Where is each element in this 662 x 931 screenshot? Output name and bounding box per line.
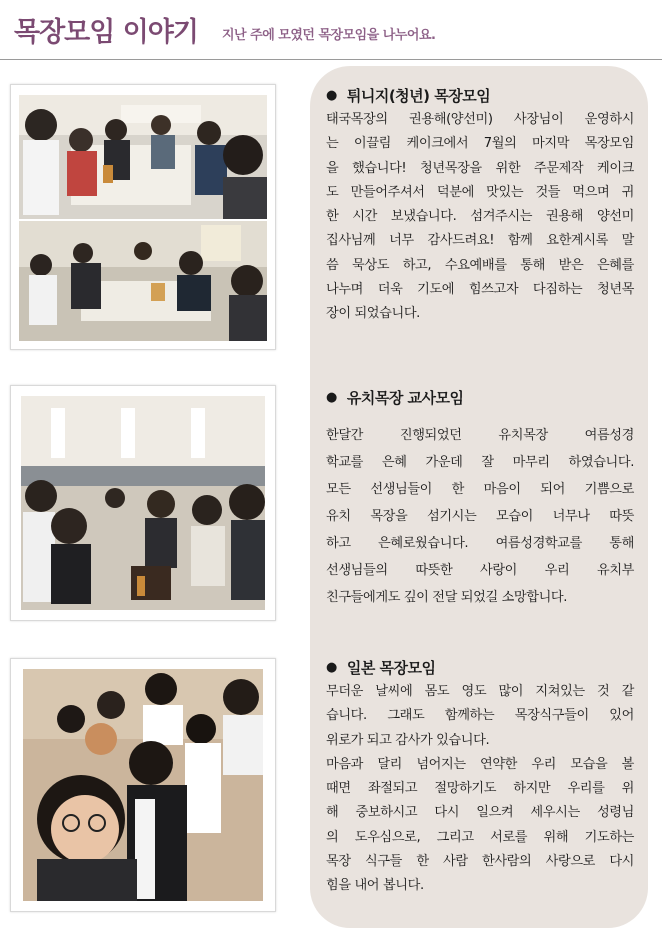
section-title: 일본 목장모임 (346, 658, 436, 677)
body-line: 도 만들어주셔서 덕분에 맛있는 것들 먹으며 귀 (326, 184, 634, 200)
body-line: 집사님께 너무 감사드려요! 함께 요한계시록 말 (326, 233, 634, 249)
section-body (326, 108, 634, 327)
page-title: 목장모임 이야기 (14, 17, 198, 48)
photo-japan-group-image (11, 659, 275, 911)
header-divider (0, 59, 662, 60)
section-body (326, 680, 634, 899)
body-line: 힘을 내어 봅니다. (326, 878, 424, 894)
body-line: 씀 묵상도 하고, 수요예배를 통해 받은 은혜를 (326, 257, 634, 273)
body-line: 한 시간 보냈습니다. 섬겨주시는 권용해 양선미 (326, 209, 634, 225)
photo-teacher-group (10, 385, 276, 621)
body-line: 장이 되었습니다. (326, 306, 420, 322)
body-line: 을 했습니다! 청년목장을 위한 주문제작 케이크 (326, 160, 634, 176)
body-line: 모든 선생님들이 한 마음이 되어 기쁨으로 (326, 482, 634, 497)
section-heading (326, 386, 634, 408)
body-line: 나누며 더욱 기도에 힘쓰고자 다짐하는 청년목 (326, 282, 634, 298)
photo-youth-group (10, 84, 276, 350)
body-line: 태국목장의 권용해(양선미) 사장님이 운영하시 (326, 112, 634, 127)
bullet-icon: ● (326, 87, 337, 103)
body-line: 무더운 날씨에 몸도 영도 많이 지쳐있는 것 같 (326, 684, 634, 699)
section-title: 유치목장 교사모임 (346, 388, 464, 407)
section-heading (326, 656, 634, 678)
body-line: 해 중보하시고 다시 일으켜 세우시는 성령님 (326, 805, 634, 821)
section-heading (326, 84, 634, 106)
body-line: 유치 목장을 섬기시는 모습이 너무나 따뜻 (326, 509, 634, 524)
section-kindergarten (326, 386, 634, 611)
photo-japan-group (10, 658, 276, 912)
body-line: 한달간 진행되었던 유치목장 여름성경 (326, 428, 634, 443)
body-line: 마음과 달리 넘어지는 연약한 우리 모습을 볼 (326, 756, 634, 772)
body-line: 목장 식구들 한 사람 한사람의 사랑으로 다시 (326, 854, 634, 870)
bullet-icon: ● (326, 659, 337, 675)
photo-teacher-group-image (11, 386, 275, 620)
section-title: 튀니지(청년) 목장모임 (346, 86, 491, 105)
body-line: 위로가 되고 감사가 있습니다. (326, 732, 490, 748)
body-line: 때면 좌절되고 절망하기도 하지만 우리를 위 (326, 781, 634, 797)
section-body (326, 422, 634, 611)
section-youth (326, 84, 634, 327)
page-subtitle: 지난 주에 모였던 목장모임을 나누어요. (222, 28, 436, 43)
section-japan (326, 656, 634, 899)
body-line: 습니다. 그래도 함께하는 목장식구들이 있어 (326, 708, 634, 724)
body-line: 하고 은혜로웠습니다. 여름성경학교를 통해 (326, 536, 634, 551)
body-line: 는 이끌림 케이크에서 7월의 마지막 목장모임 (326, 136, 634, 152)
bullet-icon: ● (326, 389, 337, 405)
body-line: 학교를 은혜 가운데 잘 마무리 하였습니다. (326, 455, 634, 470)
body-line: 친구들에게도 깊이 전달 되었길 소망합니다. (326, 590, 568, 605)
photo-youth-group-image (11, 85, 275, 349)
body-line: 선생님들의 따뜻한 사랑이 우리 유치부 (326, 563, 634, 578)
body-line: 의 도우심으로, 그리고 서로를 위해 기도하는 (326, 829, 634, 845)
page-header (0, 0, 662, 62)
